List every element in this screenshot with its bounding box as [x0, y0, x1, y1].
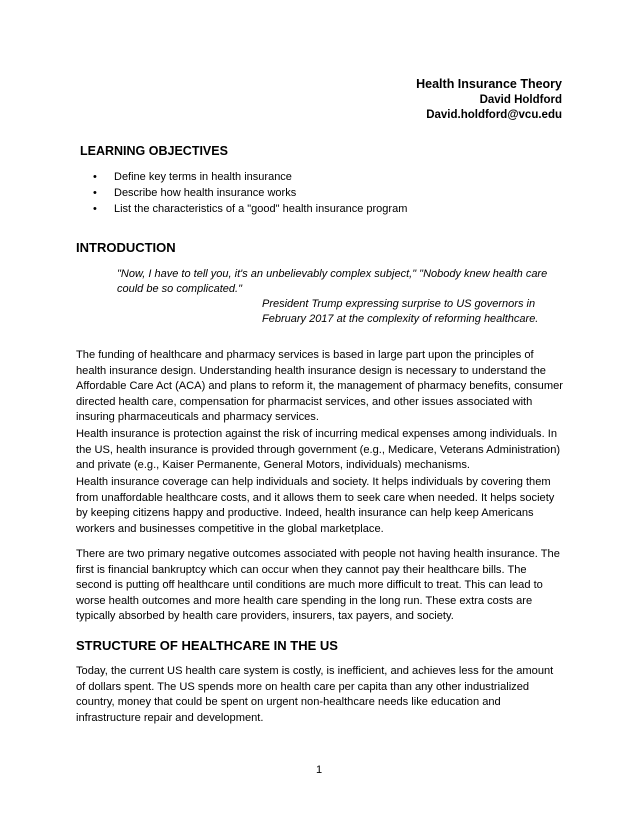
- bullet-icon: •: [93, 171, 97, 183]
- introduction-heading: INTRODUCTION: [76, 240, 176, 255]
- objective-text: List the characteristics of a "good" health insurance program: [114, 203, 408, 215]
- list-item: [93, 201, 407, 217]
- intro-paragraph-4: There are two primary negative outcomes associated with people not having health insurance. The first is financial bankruptcy which can occur when they cannot pay their healthcare bills. The second is putting off healthcare until conditions are much more difficult to treat. This can lead to worse health outcomes and more health care spending in the long run. These extra costs are typically absorbed by health care providers, insurers, tax payers, and society.: [76, 548, 560, 623]
- quote-attribution: President Trump expressing surprise to US governors in February 2017 at the complexity of reforming healthcare.: [262, 298, 539, 325]
- list-item: [93, 169, 407, 185]
- intro-quote: "Now, I have to tell you, it's an unbelievably complex subject," "Nobody knew health care could be so complicated.": [117, 268, 548, 295]
- objective-text: Describe how health insurance works: [114, 187, 297, 199]
- document-header: [416, 76, 562, 123]
- intro-paragraph-1: The funding of healthcare and pharmacy services is based in large part upon the principles of health insurance design. Understanding health insurance design is necessary to understand the Affordable Care Act (ACA) and plans to reform it, the management of pharmacy benefits, consumer directed health care, compensation for pharmacist services, and other issues associated with insuring pharmaceuticals and pharmacy services.: [76, 349, 563, 424]
- list-item: [93, 185, 407, 201]
- objective-text: Define key terms in health insurance: [114, 171, 292, 183]
- bullet-icon: •: [93, 187, 97, 199]
- learning-objectives-list: [93, 169, 407, 217]
- intro-paragraph-3: Health insurance coverage can help individuals and society. It helps individuals by covering them from unaffordable healthcare costs, and it allows them to seek care when needed. It helps society by keeping citizens happy and productive. Indeed, health insurance can help keep Americans workers and businesses competitive in the global marketplace.: [76, 476, 555, 535]
- author-email: David.holdford@vcu.edu: [426, 109, 562, 121]
- learning-objectives-heading: LEARNING OBJECTIVES: [80, 144, 228, 158]
- page-number: 1: [315, 764, 323, 776]
- document-title: Health Insurance Theory: [416, 77, 562, 91]
- structure-paragraph: Today, the current US health care system is costly, is inefficient, and achieves less for the amount of dollars spent. The US spends more on health care per capita than any other industrialized country, money that could be spent on urgent non-healthcare needs like education and infrastructure repair and development.: [76, 665, 554, 724]
- intro-paragraph-2: Health insurance is protection against the risk of incurring medical expenses among individuals. In the US, health insurance is provided through government (e.g., Medicare, Veterans Administration) and private (e.g., Kaiser Permanente, General Motors, individuals) mechanisms.: [76, 428, 561, 472]
- structure-heading: STRUCTURE OF HEALTHCARE IN THE US: [76, 638, 338, 653]
- author-name: David Holdford: [479, 94, 562, 106]
- bullet-icon: •: [93, 203, 97, 215]
